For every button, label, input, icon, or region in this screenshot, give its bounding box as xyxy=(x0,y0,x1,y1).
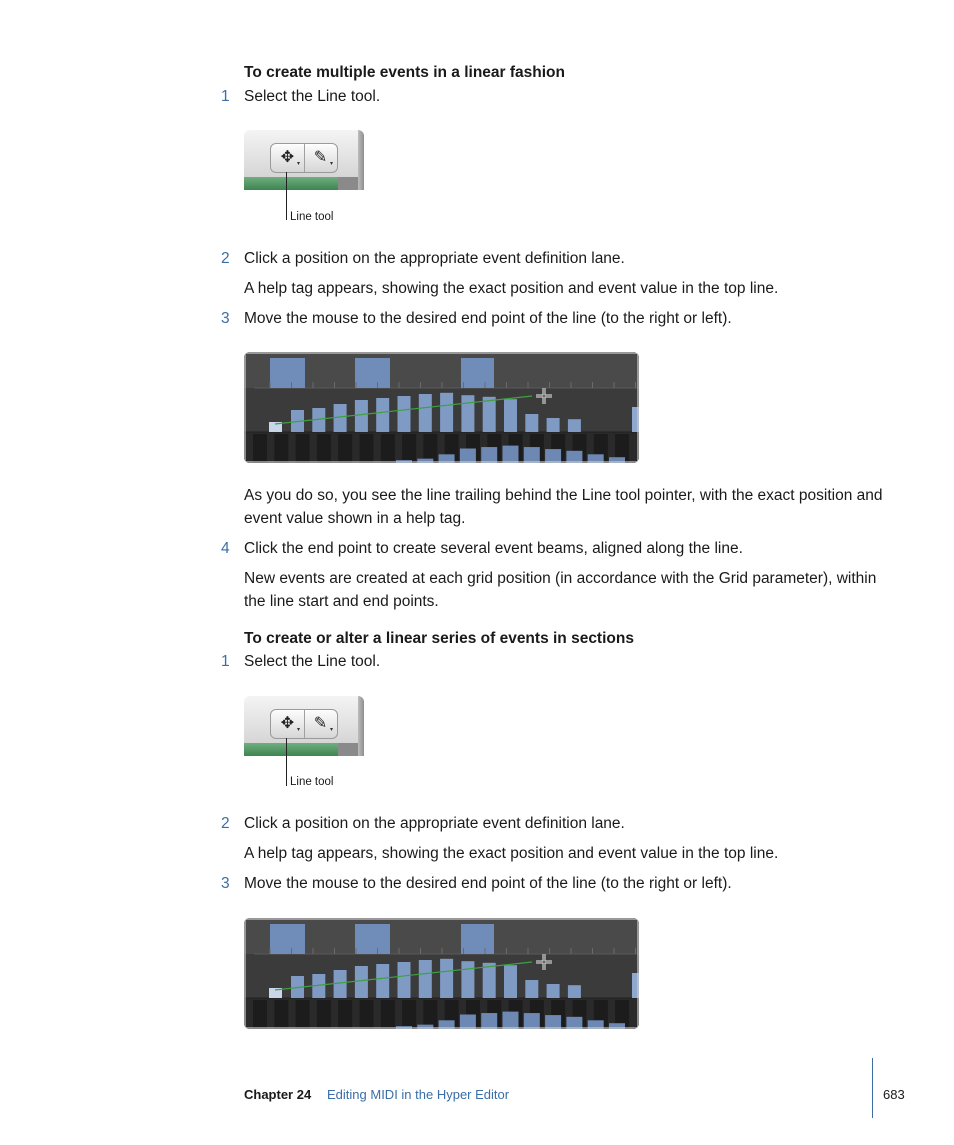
bottom-lane-beam xyxy=(524,1013,540,1029)
bottom-lane-beam xyxy=(545,449,561,463)
section2-help-tag-paragraph: A help tag appears, showing the exact position and event value in the top line. xyxy=(244,845,779,862)
section1-step-4 xyxy=(0,538,954,560)
step-number: 2 xyxy=(221,250,230,267)
toolbar-edge xyxy=(358,130,364,190)
bottom-lane-cell xyxy=(381,434,395,463)
footer-chapter: Chapter 24 xyxy=(244,1087,312,1102)
top-lane-event-block xyxy=(461,358,494,388)
step-number: 1 xyxy=(221,653,230,670)
event-beam xyxy=(504,965,517,998)
section1-step-2 xyxy=(0,248,954,270)
bottom-lane-cell xyxy=(338,434,352,463)
tool-button-group xyxy=(270,709,338,739)
bottom-lane-cell xyxy=(253,434,267,463)
event-beam xyxy=(461,961,474,998)
section1-trailing-paragraph: As you do so, you see the line trailing behind the Line tool pointer, with the exact position and event value shown in a help tag. xyxy=(244,487,883,527)
event-beam xyxy=(525,980,538,998)
top-lane-event-block xyxy=(355,924,390,954)
bottom-lane-beam xyxy=(503,446,519,463)
event-beam xyxy=(376,398,389,432)
callout-line xyxy=(286,738,287,786)
line-pencil-icon: ✎ xyxy=(313,149,328,166)
step-number: 4 xyxy=(221,540,230,557)
section1-new-events-paragraph: New events are created at each grid position (in accordance with the Grid parameter), within the line start and end points. xyxy=(244,570,877,610)
bottom-lane-cell xyxy=(274,434,288,463)
tool-button-group xyxy=(270,143,338,173)
top-lane-event-block xyxy=(270,924,305,954)
bottom-lane-cell xyxy=(360,434,374,463)
hyper-editor-lanes xyxy=(244,918,639,1029)
section2-step-2 xyxy=(0,813,954,835)
event-beam xyxy=(440,959,453,998)
bottom-lane-beam xyxy=(460,1015,476,1030)
event-beam xyxy=(568,985,581,998)
top-lane-event-block xyxy=(270,358,305,388)
section1-step-1 xyxy=(0,86,954,108)
bottom-lane-cell xyxy=(296,1000,310,1029)
bottom-lane-beam xyxy=(481,447,497,463)
toolbar-dark-strip xyxy=(338,177,358,190)
bottom-lane-beam xyxy=(481,1013,497,1029)
step-number: 3 xyxy=(221,875,230,892)
chevron-down-icon: ▾ xyxy=(296,161,300,167)
footer-divider xyxy=(872,1058,873,1118)
toolbar-snippet-1 xyxy=(244,130,364,190)
event-beam xyxy=(461,395,474,432)
event-beam xyxy=(504,399,517,432)
event-beam xyxy=(355,400,368,432)
bottom-lane-beam xyxy=(503,1012,519,1029)
step-number: 2 xyxy=(221,815,230,832)
hyper-editor-snippet-1 xyxy=(244,352,639,463)
step-text: Select the Line tool. xyxy=(244,653,381,670)
callout-label-line-tool: Line tool xyxy=(290,211,334,223)
bottom-lane-cell xyxy=(360,1000,374,1029)
toolbar-dark-strip xyxy=(338,743,358,756)
pointer-plus-icon: ✥ xyxy=(280,715,295,732)
event-beam xyxy=(483,397,496,432)
toolbar-edge xyxy=(358,696,364,756)
chevron-down-icon: ▾ xyxy=(329,727,333,733)
hyper-editor-snippet-2 xyxy=(244,918,639,1029)
pointer-tool-button[interactable] xyxy=(271,144,305,172)
bottom-lane-cell xyxy=(338,1000,352,1029)
event-beam xyxy=(547,984,560,998)
footer-chapter-title: Editing MIDI in the Hyper Editor xyxy=(327,1087,510,1102)
bottom-lane-beam xyxy=(524,447,540,463)
pointer-tool-button[interactable] xyxy=(271,710,305,738)
step-text: Click a position on the appropriate event definition lane. xyxy=(244,250,625,267)
bottom-lane-cell xyxy=(423,434,437,463)
step-number: 1 xyxy=(221,88,230,105)
callout-line xyxy=(286,172,287,220)
section2-heading: To create or alter a linear series of events in sections xyxy=(244,630,634,647)
line-tool-button[interactable] xyxy=(304,710,337,738)
section1-step-3 xyxy=(0,308,954,330)
event-beam xyxy=(419,394,432,432)
bottom-lane-cell xyxy=(402,1000,416,1029)
toolbar-snippet-2 xyxy=(244,696,364,756)
top-lane-event-block xyxy=(461,924,494,954)
section2-step-1 xyxy=(0,651,954,673)
toolbar-green-strip xyxy=(244,177,338,190)
line-tool-button[interactable] xyxy=(304,144,337,172)
top-lane-event-block xyxy=(355,358,390,388)
bottom-lane-cell xyxy=(402,434,416,463)
event-beam xyxy=(525,414,538,432)
event-beam xyxy=(568,419,581,432)
step-text: Click a position on the appropriate event definition lane. xyxy=(244,815,625,832)
bottom-lane-cell xyxy=(381,1000,395,1029)
event-beam xyxy=(376,964,389,998)
bottom-lane-beam xyxy=(460,449,476,464)
toolbar-green-strip xyxy=(244,743,338,756)
event-beam xyxy=(398,396,411,432)
step-text: Select the Line tool. xyxy=(244,88,381,105)
line-pencil-icon: ✎ xyxy=(313,715,328,732)
section1-heading: To create multiple events in a linear fashion xyxy=(244,64,565,81)
step-number: 3 xyxy=(221,310,230,327)
step-text: Move the mouse to the desired end point of the line (to the right or left). xyxy=(244,875,732,892)
pointer-plus-icon: ✥ xyxy=(280,149,295,166)
bottom-lane-cell xyxy=(253,1000,267,1029)
event-beam xyxy=(440,393,453,432)
event-beam xyxy=(483,963,496,998)
callout-label-line-tool: Line tool xyxy=(290,776,334,788)
event-beam xyxy=(398,962,411,998)
section1-help-tag-paragraph: A help tag appears, showing the exact position and event value in the top line. xyxy=(244,280,779,297)
page-number: 683 xyxy=(883,1087,905,1102)
step-text: Click the end point to create several event beams, aligned along the line. xyxy=(244,540,743,557)
chevron-down-icon: ▾ xyxy=(296,727,300,733)
section2-step-3 xyxy=(0,873,954,895)
event-beam xyxy=(419,960,432,998)
step-text: Move the mouse to the desired end point of the line (to the right or left). xyxy=(244,310,732,327)
event-beam xyxy=(355,966,368,998)
bottom-lane-cell xyxy=(317,1000,331,1029)
hyper-editor-lanes xyxy=(244,352,639,463)
bottom-lane-cell xyxy=(317,434,331,463)
chevron-down-icon: ▾ xyxy=(329,161,333,167)
bottom-lane-cell xyxy=(296,434,310,463)
bottom-lane-cell xyxy=(274,1000,288,1029)
bottom-lane-beam xyxy=(545,1015,561,1029)
event-beam xyxy=(547,418,560,432)
